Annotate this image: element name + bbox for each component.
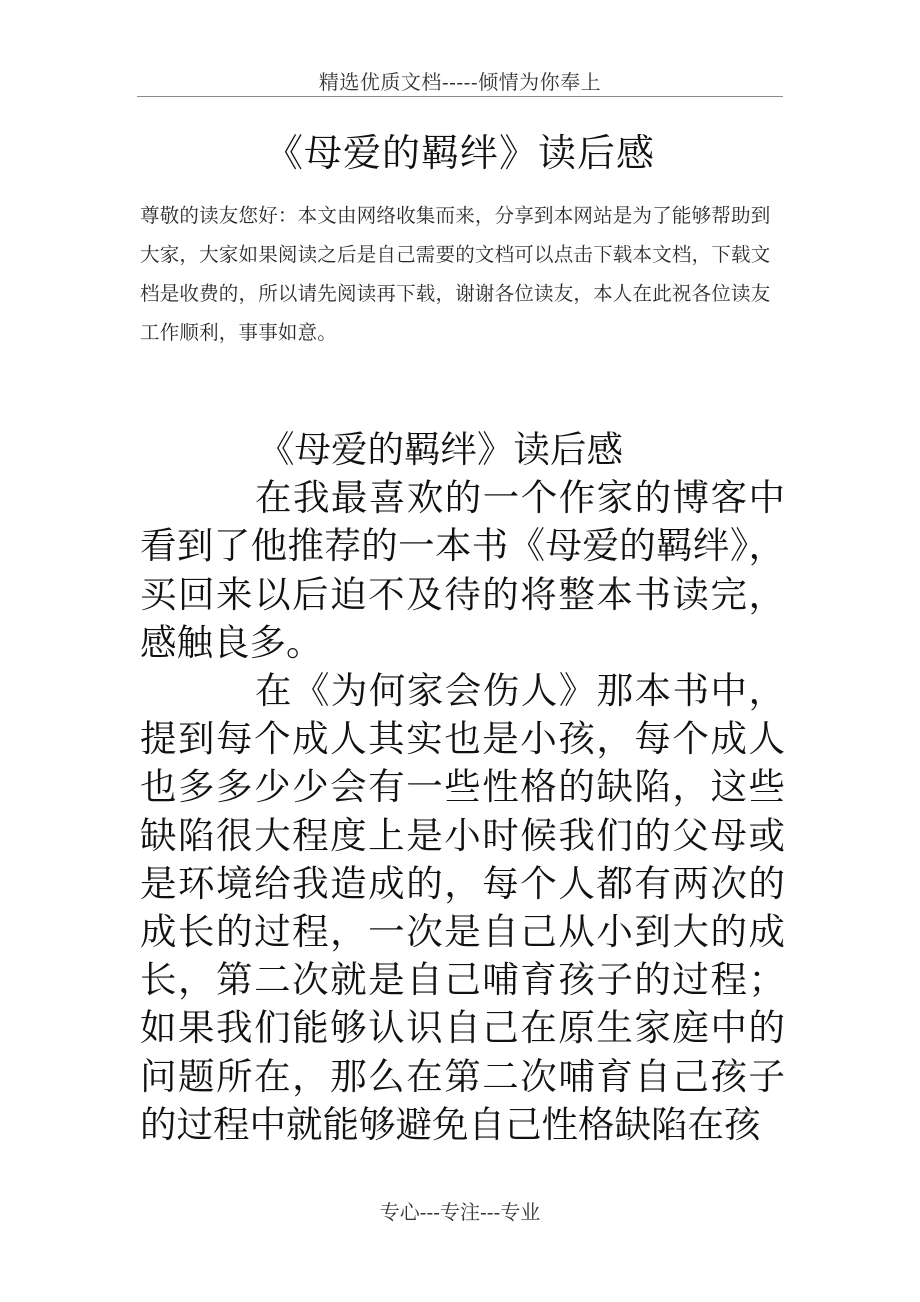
reader-notice: 尊敬的读友您好：本文由网络收集而来，分享到本网站是为了能够帮助到大家，大家如果阅读之后是自己需要的文档可以点击下载本文档，下载文档是收费的，所以请先阅读再下载，谢谢各位读友，本人在此祝各位读友工作顺利，事事如意。 xyxy=(140,204,771,344)
paragraph: 在我最喜欢的一个作家的博客中看到了他推荐的一本书《母爱的羁绊》，买回来以后迫不及待的将整本书读完，感触良多。 xyxy=(140,476,785,664)
document-title: 《母爱的羁绊》读后感 xyxy=(264,131,655,175)
essay-body xyxy=(140,426,785,1149)
page-header: 精选优质文档-----倾情为你奉上 xyxy=(318,70,602,94)
header-divider xyxy=(137,96,783,97)
essay-heading: 《母爱的羁绊》读后感 xyxy=(258,428,623,471)
page-footer: 专心---专注---专业 xyxy=(379,1200,541,1224)
paragraph: 在《为何家会伤人》那本书中，提到每个成人其实也是小孩，每个成人也多多少少会有一些性格的缺陷，这些缺陷很大程度上是小时候我们的父母或是环境给我造成的，每个人都有两次的成长的过程，一次是自己从小到大的成长，第二次就是自己哺育孩子的过程；如果我们能够认识自己在原生家庭中的问题所在，那么在第二次哺育自己孩子的过程中就能够避免自己性格缺陷在孩 xyxy=(140,669,785,1146)
